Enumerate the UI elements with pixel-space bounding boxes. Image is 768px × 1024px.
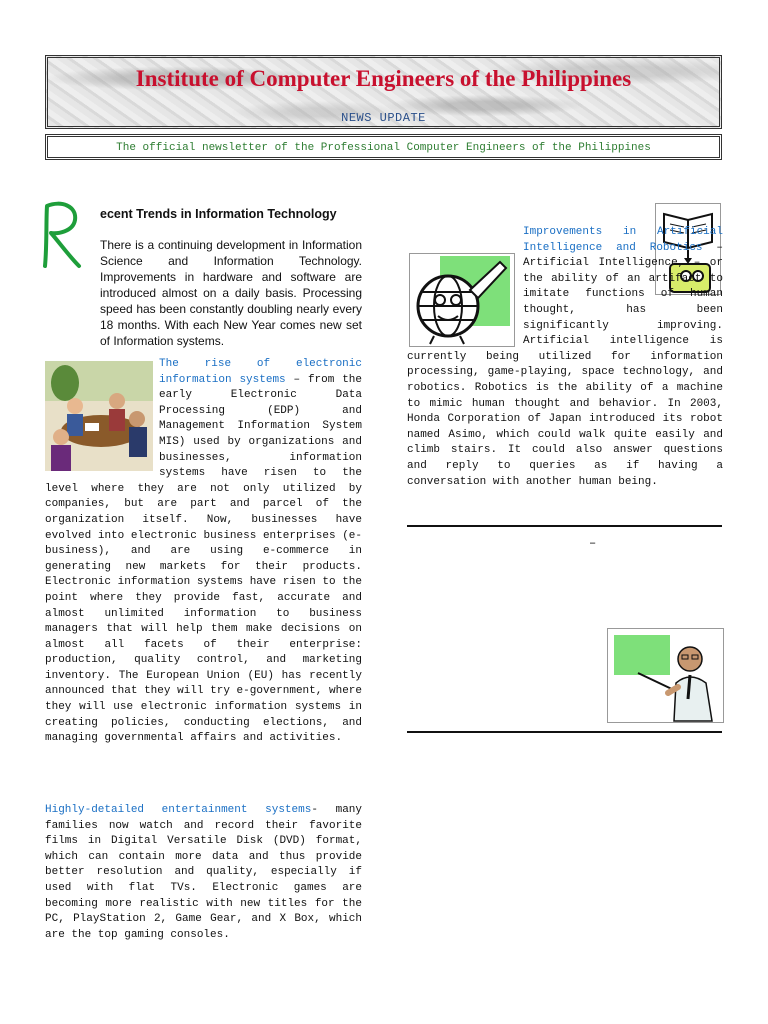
section2-heading: Highly-detailed entertainment systems bbox=[45, 804, 312, 816]
section3-body: – Artificial Intelligence, – or the ability of an artifact to imitate functions of human thought, has been significantly improving. Artificial intelligence is currently being utilized for information processing, game-playing, space technology, and robotics. Robotics is the ability of a machine to mimic human thought and behavior. In 2003, Honda Corporation of Japan introduced its robot named Asimo, which could walk quite easily and climb stairs. It could also answer questions and reply to queries as if having a conversation with another human being. bbox=[407, 241, 724, 488]
article-title: ecent Trends in Information Technology bbox=[100, 207, 337, 221]
article-intro: There is a continuing development in Information Science and Information Technology. Improvements in hardware and software are introduced almost on a daily basis. Processing speed has been constantly doubling nearly every 18 months. With each New Year comes new set of Information systems. bbox=[100, 238, 362, 348]
divider-rule-bottom bbox=[407, 731, 722, 733]
section1-body: – from the early Electronic Data Processing (EDP) and Management Information System MIS) used by organizations and businesses, information systems have risen to the level where they are not only utilized by companies, but are part and parcel of the organization itself. Now, businesses have evolved into electronic business enterprises (e-business), and are using e-commerce in generating new markets for their products. Electronic information systems have risen to the point where they provide fast, accurate and almost unlimited information to business managers that will help them make decisions on almost all facets of their enterprise: production, quality control, and marketing inventory. The European Union (EU) has recently announced that they will try e-government, where they will use electronic information systems in creating policies, conducting elections, and managing governmental affairs and activities. bbox=[45, 373, 362, 745]
divider-rule bbox=[407, 525, 722, 527]
masthead-banner bbox=[45, 55, 722, 129]
svg-text:R: R bbox=[37, 200, 38, 201]
newsletter-tagline: The official newsletter of the Professional Computer Engineers of the Philippines bbox=[116, 142, 651, 154]
section-electronic-info-systems bbox=[45, 357, 362, 747]
teacher-pointer-clipart-icon bbox=[607, 628, 724, 723]
office-meeting-clipart-icon bbox=[45, 361, 153, 471]
tagline-box bbox=[45, 134, 722, 160]
newsletter-title: Institute of Computer Engineers of the Philippines bbox=[135, 66, 632, 91]
section3-heading: Improvements in Artificial Intelligence and Robotics bbox=[523, 226, 723, 254]
section-ai-robotics bbox=[407, 225, 723, 490]
globe-rocket-clipart-icon bbox=[409, 253, 515, 347]
section-entertainment-systems bbox=[45, 803, 362, 943]
newsletter-subtitle: NEWS UPDATE bbox=[341, 111, 426, 125]
section2-body: - many families now watch and record their favorite films in Digital Versatile Disk (DVD) format, which can contain more data and thus provide better resolution and quality, especially if used with flat TVs. Electronic games are becoming more realistic with new titles for the PC, PlayStation 2, Game Gear, and X Box, which are the top gaming consoles. bbox=[45, 804, 362, 941]
dash-mark: – bbox=[589, 536, 597, 550]
section1-heading: The rise of electronic information systems bbox=[159, 358, 362, 386]
